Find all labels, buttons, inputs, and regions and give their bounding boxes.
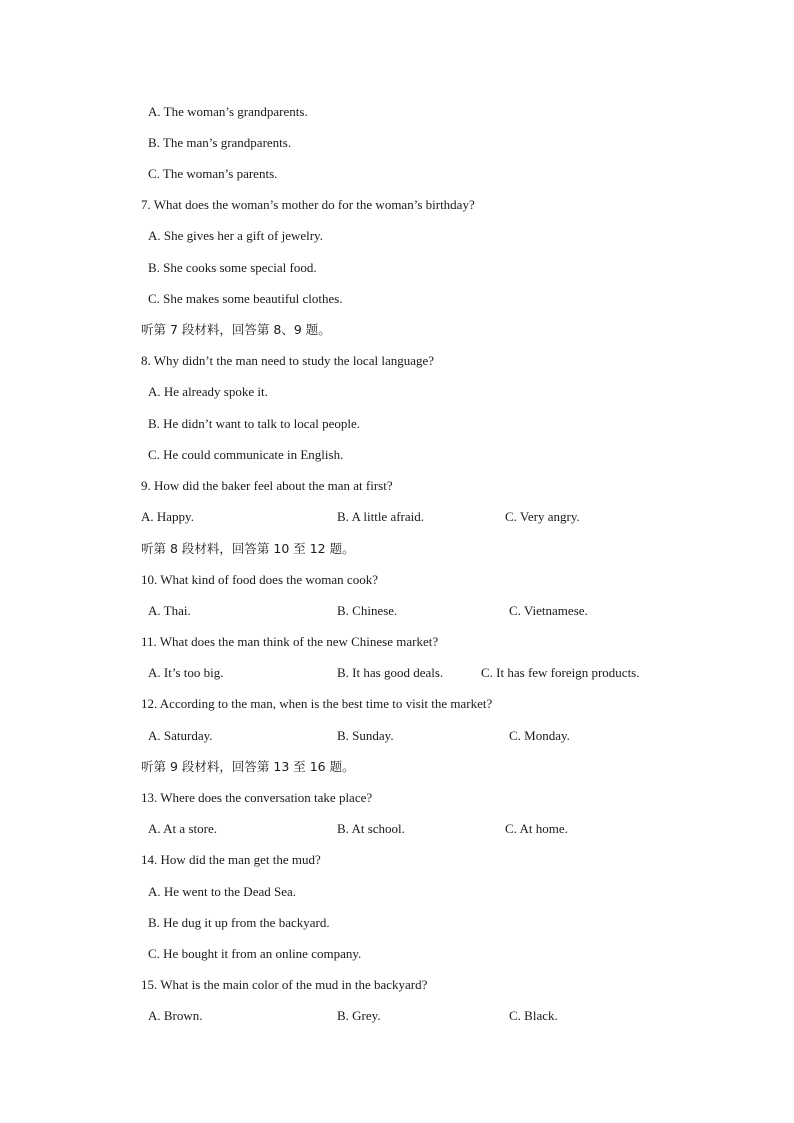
q9-option-c: C. Very angry.: [505, 509, 580, 524]
q10-option-c: C. Vietnamese.: [509, 603, 588, 618]
q7-option-b: B. She cooks some special food.: [148, 260, 317, 275]
q13-question: 13. Where does the conversation take place?: [141, 790, 373, 805]
q14-option-c: C. He bought it from an online company.: [148, 946, 362, 961]
q8-option-b: B. He didn’t want to talk to local people.: [148, 416, 361, 431]
q14-option-b: B. He dug it up from the backyard.: [148, 915, 330, 930]
q11-question: 11. What does the man think of the new Chinese market?: [141, 634, 439, 649]
q15-option-a: A. Brown.: [148, 1008, 203, 1023]
q12-question: 12. According to the man, when is the best time to visit the market?: [141, 696, 493, 711]
q6-option-a: A. The woman’s grandparents.: [148, 104, 308, 119]
q15-question: 15. What is the main color of the mud in the backyard?: [141, 977, 428, 992]
q9-option-a: A. Happy.: [141, 509, 194, 524]
q8-option-a: A. He already spoke it.: [148, 384, 268, 399]
q9-option-b: B. A little afraid.: [337, 509, 425, 524]
q14-option-a: A. He went to the Dead Sea.: [148, 884, 297, 899]
q7-option-a: A. She gives her a gift of jewelry.: [148, 228, 323, 243]
q6-option-b: B. The man’s grandparents.: [148, 135, 292, 150]
q7-question: 7. What does the woman’s mother do for the woman’s birthday?: [141, 197, 475, 212]
q10-option-a: A. Thai.: [148, 603, 191, 618]
q12-option-a: A. Saturday.: [148, 728, 213, 743]
q13-option-b: B. At school.: [337, 821, 405, 836]
q8-question: 8. Why didn’t the man need to study the local language?: [141, 353, 435, 368]
section-7-heading: 听第 7 段材料，回答第 8、9 题。: [141, 322, 331, 337]
section-8-heading: 听第 8 段材料，回答第 10 至 12 题。: [141, 541, 355, 556]
q8-option-c: C. He could communicate in English.: [148, 447, 344, 462]
q7-option-c: C. She makes some beautiful clothes.: [148, 291, 343, 306]
q11-option-b: B. It has good deals.: [337, 665, 444, 680]
q11-option-c: C. It has few foreign products.: [481, 665, 640, 680]
q13-option-a: A. At a store.: [148, 821, 217, 836]
q10-question: 10. What kind of food does the woman cook?: [141, 572, 378, 587]
q10-option-b: B. Chinese.: [337, 603, 398, 618]
q14-question: 14. How did the man get the mud?: [141, 852, 321, 867]
q15-option-c: C. Black.: [509, 1008, 558, 1023]
q12-option-b: B. Sunday.: [337, 728, 394, 743]
q15-option-b: B. Grey.: [337, 1008, 381, 1023]
q13-option-c: C. At home.: [505, 821, 568, 836]
section-9-heading: 听第 9 段材料，回答第 13 至 16 题。: [141, 759, 355, 774]
q12-option-c: C. Monday.: [509, 728, 570, 743]
q9-question: 9. How did the baker feel about the man at first?: [141, 478, 393, 493]
q11-option-a: A. It’s too big.: [148, 665, 224, 680]
q6-option-c: C. The woman’s parents.: [148, 166, 278, 181]
